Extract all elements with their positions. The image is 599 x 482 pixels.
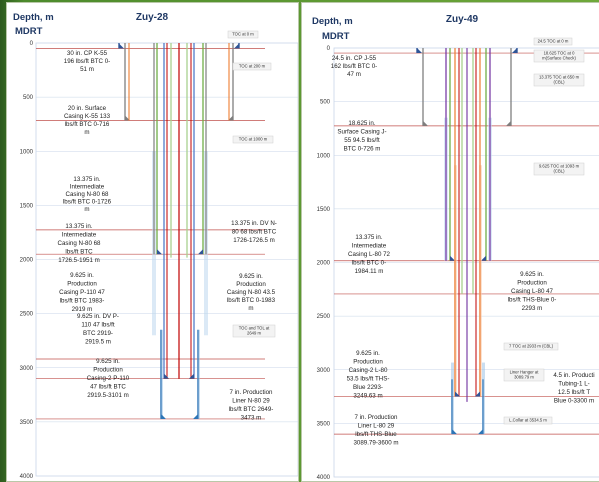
depth-tick-label: 500 xyxy=(22,95,33,102)
casing-label: 24.5 in. CP J-55 162 lbs/ft BTC 0-47 m xyxy=(330,55,378,78)
depth-tick-label: 1500 xyxy=(19,203,33,210)
casing-label: 13.375 in. Intermediate Casing N-80 68 lbs/ft BTC 1726.5-1951 m xyxy=(57,223,101,264)
casing-shoe-marker xyxy=(512,48,517,53)
annotation-text: 24.5 TOC at 0 m xyxy=(537,38,569,44)
depth-tick-label: 0 xyxy=(29,41,33,47)
depth-axis-label: Depth, m xyxy=(13,12,54,23)
casing-label: 9.625 in. Production Casing L-80 47 lbs/ft THS-Blue 0-2293 m xyxy=(507,271,557,312)
depth-tick-label: 1000 xyxy=(316,153,330,160)
casing-shoe-marker xyxy=(478,429,483,434)
casing-label: 9.625 in. Production Casing P-110 47 lbs/ft BTC 1983-2919 m xyxy=(59,272,105,313)
casing-shoe-marker xyxy=(417,48,422,53)
casing-shoe-marker xyxy=(119,44,124,49)
casing-label: 9.625 in. DV P-110 47 lbs/ft BTC 2919-2919.5 m xyxy=(77,313,119,346)
annotation-text: TOC at 200 m xyxy=(238,63,266,69)
casing-label: 7 in. Production Liner L-80 29 lbs/ft THS-Blue 3089.79-3600 m xyxy=(353,414,399,447)
casing-label: 9.625 in. Production Casing N-80 43.5 lbs/ft BTC 0-1983 m xyxy=(226,273,276,312)
casing-shoe-marker xyxy=(161,414,166,419)
depth-tick-label: 1500 xyxy=(316,206,330,213)
casing-label: 30 in. CP K-55 196 lbs/ft BTC 0-51 m xyxy=(63,50,111,73)
casing-shoe-marker xyxy=(423,121,428,126)
mdrt-label: MDRT xyxy=(15,26,43,37)
casing-label: 20 in. Surface Casing K-55 133 lbs/ft BTC 0-716 m xyxy=(63,105,111,136)
depth-tick-label: 3000 xyxy=(316,367,330,374)
annotation-text: TOC at 1000 m xyxy=(238,136,268,142)
zuy-49-well-schematic xyxy=(302,3,599,481)
depth-tick-label: 500 xyxy=(319,99,330,106)
casing-shoe-marker xyxy=(193,414,198,419)
depth-tick-label: 2500 xyxy=(316,314,330,321)
depth-tick-label: 4000 xyxy=(19,474,33,480)
casing-shoe-marker xyxy=(506,121,511,126)
depth-tick-label: 0 xyxy=(326,46,330,52)
casing-label: 18.625 in. Surface Casing J-55 94.5 lbs/ft BTC 0-726 m xyxy=(337,120,387,153)
annotation-text: 9.625 TOC at 1093 m (CBL) xyxy=(538,163,580,174)
annotation-text: 7 TOC at 2933 m (CBL) xyxy=(508,343,554,349)
casing-shoe-marker xyxy=(157,249,162,254)
depth-tick-label: 4000 xyxy=(316,475,330,481)
annotation-text: TOC at 0 m xyxy=(232,31,254,37)
casing-label: 13.375 in. DV N-80 68 lbs/ft BTC 1726-1726.5 m xyxy=(231,220,277,244)
depth-tick-label: 2500 xyxy=(19,311,33,318)
depth-tick-label: 2000 xyxy=(316,260,330,267)
well-title: Zuy-28 xyxy=(135,12,169,23)
annotation-text: L.Collar at 3534.5 m xyxy=(509,417,547,423)
annotation-text: 18.625 TOC at 0 m(Surface Check) xyxy=(542,50,576,61)
depth-axis-label: Depth, m xyxy=(312,16,353,27)
depth-tick-label: 3500 xyxy=(316,421,330,428)
depth-tick-label: 1000 xyxy=(19,149,33,156)
well-title: Zuy-49 xyxy=(445,14,479,25)
mdrt-label: MDRT xyxy=(322,31,350,42)
depth-tick-label: 3500 xyxy=(19,419,33,426)
casing-label: 7 in. Production Liner N-80 29 lbs/ft BTC 2649-3473 m xyxy=(228,389,274,422)
depth-tick-label: 3000 xyxy=(19,365,33,372)
casing-label: 4.5 in. Producti Tubing-1 L-12.5 lbs/ft T Blue 0-3300 m xyxy=(553,372,595,405)
zuy-49-panel xyxy=(301,2,599,482)
casing-label: 9.625 in. Production Casing-2 P-110 47 lbs/ft BTC 2919.5-3101 m xyxy=(86,358,130,399)
zuy-28-well-schematic xyxy=(7,3,298,481)
annotation-text: Liner Hanger at 3089.79 m xyxy=(509,369,539,380)
casing-shoe-marker xyxy=(452,429,457,434)
depth-tick-label: 2000 xyxy=(19,257,33,264)
zuy-28-panel xyxy=(6,2,299,482)
annotation-text: TOC and TOL at 2649 m xyxy=(238,325,270,336)
casing-label: 9.625 in. Production Casing-2 L-80 53.5 lbs/ft THS-Blue 2293-3249.63 m xyxy=(346,350,390,400)
casing-shoe-marker xyxy=(198,249,203,254)
casing-label: 13.375 in. Intermediate Casing N-80 68 lbs/ft BTC 0-1726 m xyxy=(62,176,112,213)
annotation-text: 13.375 TOC at 650 m (CBL) xyxy=(538,74,580,85)
casing-shoe-marker xyxy=(234,44,239,49)
casing-label: 13.375 in. Intermediate Casing L-80 72 lbs/ft BTC 0-1984.11 m xyxy=(348,234,390,275)
